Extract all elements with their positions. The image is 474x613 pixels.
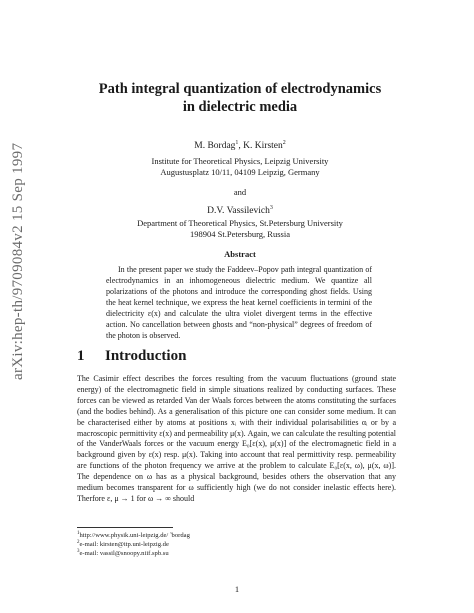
section-heading-introduction — [77, 348, 186, 365]
abstract-body: In the present paper we study the Faddeev–Popov path integral quantization of electrodynamics in an inhomogeneous dielectric medium. We quantize all polarizations of the photons and introduce the corresponding ghost fields. Using the heat kernel technique, we express the heat kernel coefficients in termini of the dielectricity ε(x) and calculate the ultra violet divergent terms in the effective action. No cancellation between ghosts and “non-physical” degrees of freedom of the photon is observed. — [106, 265, 372, 340]
footnote-divider — [77, 527, 173, 528]
affiliation-stpetersburg-line-1: Department of Theoretical Physics, St.Petersburg University — [137, 218, 343, 228]
affiliation-stpetersburg-line-2: 198904 St.Petersburg, Russia — [190, 229, 290, 239]
footnotes — [77, 531, 396, 558]
author-bordag-footnote-mark: 1 — [235, 139, 239, 146]
author-names — [60, 140, 420, 152]
author-bordag: M. Bordag — [194, 141, 236, 151]
paper-title — [60, 80, 420, 116]
author-kirsten-footnote-mark: 2 — [282, 139, 286, 146]
footnote-2 — [77, 540, 396, 549]
title-line-2: in dielectric media — [182, 99, 298, 115]
author-kirsten: , K. Kirsten — [238, 141, 283, 151]
footnote-2-text: e-mail: kirsten@itp.uni-leipzig.de — [79, 541, 169, 548]
author-vassilevich-name: D.V. Vassilevich — [207, 206, 270, 216]
affiliation-leipzig-line-2: Augustusplatz 10/11, 04109 Leipzig, Germany — [160, 167, 320, 177]
footnote-1-mark: 1 — [77, 530, 80, 536]
title-line-1: Path integral quantization of electrodynamics — [98, 81, 382, 97]
footnote-1-text: http://www.physik.uni-leipzig.de/ ̃ bordag — [79, 532, 190, 539]
footnote-3-mark: 3 — [77, 548, 80, 554]
affiliation-leipzig-line-1: Institute for Theoretical Physics, Leipzig University — [151, 156, 329, 166]
arxiv-identifier-stamp — [10, 142, 36, 406]
and-separator: and — [233, 187, 247, 197]
footnote-1 — [77, 531, 396, 540]
footnote-3-text: e-mail: vassil@snoopy.niif.spb.su — [79, 550, 169, 557]
page-number: 1 — [234, 584, 240, 594]
author-vassilevich-footnote-mark: 3 — [269, 204, 273, 211]
footnote-3 — [77, 549, 396, 558]
section-number: 1 — [77, 348, 85, 364]
arxiv-identifier-text: arXiv:hep-th/9709084v2 15 Sep 1997 — [10, 142, 26, 380]
footnote-2-mark: 2 — [77, 539, 80, 545]
section-title: Introduction — [105, 348, 187, 364]
abstract-heading: Abstract — [224, 249, 256, 259]
author-vassilevich — [60, 206, 420, 217]
introduction-paragraph: The Casimir effect describes the forces resulting from the vacuum fluctuations (ground state energy) of the electromagnetic field in simple situations realized by conducting surfaces. These forces can be viewed as retarded Van der Waals forces between the atoms constituting the surfaces (and the bodies behind). As a generalisation of this picture one can consider some medium. It can be characterised either by atoms at positions xᵢ with their individual polarisabilities αᵢ or by a macroscopic permittivity ε(x) and permeability μ(x). Again, we can calculate the resulting potential of the VanderWaals forces or the vacuum energy E₀[ε(x), μ(x)] of the electromagnetic field in a background given by ε(x) resp. μ(x). Taking into account that real permittivity resp. permeability are functions of the photon frequency we arrive at the problem to calculate E₀[ε(x, ω), μ(x, ω)]. The dependence on ω has as a physical background, besides others the observation that any medium becomes transparent for ω sufficiently high (we do not consider inelastic effects here). Therfore ε, μ → 1 for ω → ∞ should — [77, 374, 396, 503]
